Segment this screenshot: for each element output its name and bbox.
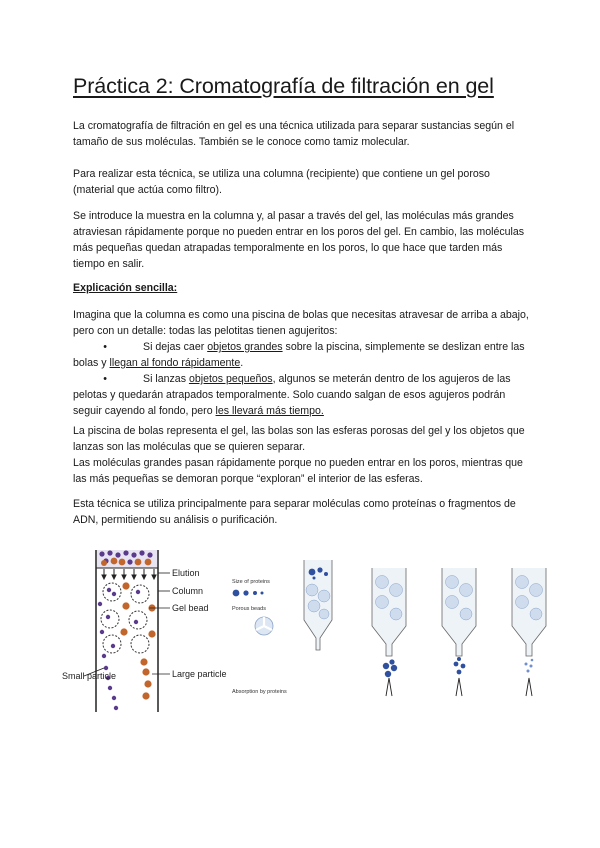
bullet-text: , algunos se meterán dentro de los agujeros de las pelotas y quedarán atrapados temporalmente. Solo cuando salgan de esos agujeros podrán seguir cayendo al fondo, pero <box>73 373 511 417</box>
bullet-list <box>73 339 533 419</box>
legend-porous-beads: Porous beads <box>232 606 266 612</box>
section-heading: Explicación sencilla: <box>73 282 178 294</box>
underlined-text: llegan al fondo rápidamente <box>109 357 241 369</box>
bullet-text: sobre la piscina, simplemente se deslizan entre las bolas y <box>73 341 525 369</box>
paragraph-column: Para realizar esta técnica, se utiliza una columna (recipiente) que contiene un gel poroso (material que actúa como filtro). <box>73 168 490 196</box>
paragraph-line: Las moléculas grandes pasan rápidamente porque no pueden entrar en los poros, mientras que las más pequeñas se demoran porque “exploran” el interior de las esferas. <box>73 457 523 485</box>
paragraph-analogy: Imagina que la columna es como una piscina de bolas que necesitas atravesar de arriba a abajo, pero con un detalle: todas las pelotitas tienen agujeritos: <box>73 309 529 337</box>
bullet-text: . <box>240 357 244 369</box>
bullet-icon: • <box>103 373 107 385</box>
bullet-text: Si lanzas <box>143 373 189 385</box>
list-item <box>73 371 533 419</box>
paragraph-explanation <box>73 423 533 487</box>
paragraph-intro: La cromatografía de filtración en gel es una técnica utilizada para separar sustancias según el tamaño de sus moléculas. También se le conoce como tamiz molecular. <box>73 120 515 148</box>
porous-bead-icon <box>255 617 273 635</box>
label-gel-bead: Gel bead <box>172 603 209 613</box>
bullet-text: Si dejas caer <box>143 341 208 353</box>
paragraph-line: La piscina de bolas representa el gel, las bolas son las esferas porosas del gel y los objetos que lanzas son las moléculas que se quieren separar. <box>73 425 525 453</box>
paragraph-process: Se introduce la muestra en la columna y, al pasar a través del gel, las moléculas más grandes atraviesan rápidamente porque no pueden entrar en los poros del gel. En cambio, las moléculas más pequeñas quedan atrapadas temporalmente en los poros, lo que hace que tarden más tiempo en salir. <box>73 210 525 270</box>
column-3 <box>442 568 476 674</box>
paragraph-applications: Esta técnica se utiliza principalmente para separar moléculas como proteínas o fragmentos de ADN, permitiendo su análisis o purificación. <box>73 498 516 526</box>
list-item <box>73 339 533 371</box>
legend-size-of-proteins: Size of proteins <box>232 579 270 585</box>
label-small-particle: Small particle <box>62 671 117 681</box>
bullet-icon: • <box>103 341 107 353</box>
column-4 <box>512 568 546 673</box>
page-title: Práctica 2: Cromatografía de filtración en gel <box>73 74 494 98</box>
legend-absorption: Absorption by proteins <box>232 689 287 695</box>
column-diagram <box>60 544 227 714</box>
label-column: Column <box>172 586 204 596</box>
underlined-text: les llevará más tiempo. <box>215 405 324 417</box>
label-elution: Elution <box>172 568 200 578</box>
elution-diagram <box>226 560 556 700</box>
underlined-text: objetos pequeños <box>188 373 273 385</box>
underlined-text: objetos grandes <box>207 341 283 353</box>
label-large-particle: Large particle <box>172 669 227 679</box>
column-2 <box>372 568 406 677</box>
column-1 <box>304 560 332 650</box>
